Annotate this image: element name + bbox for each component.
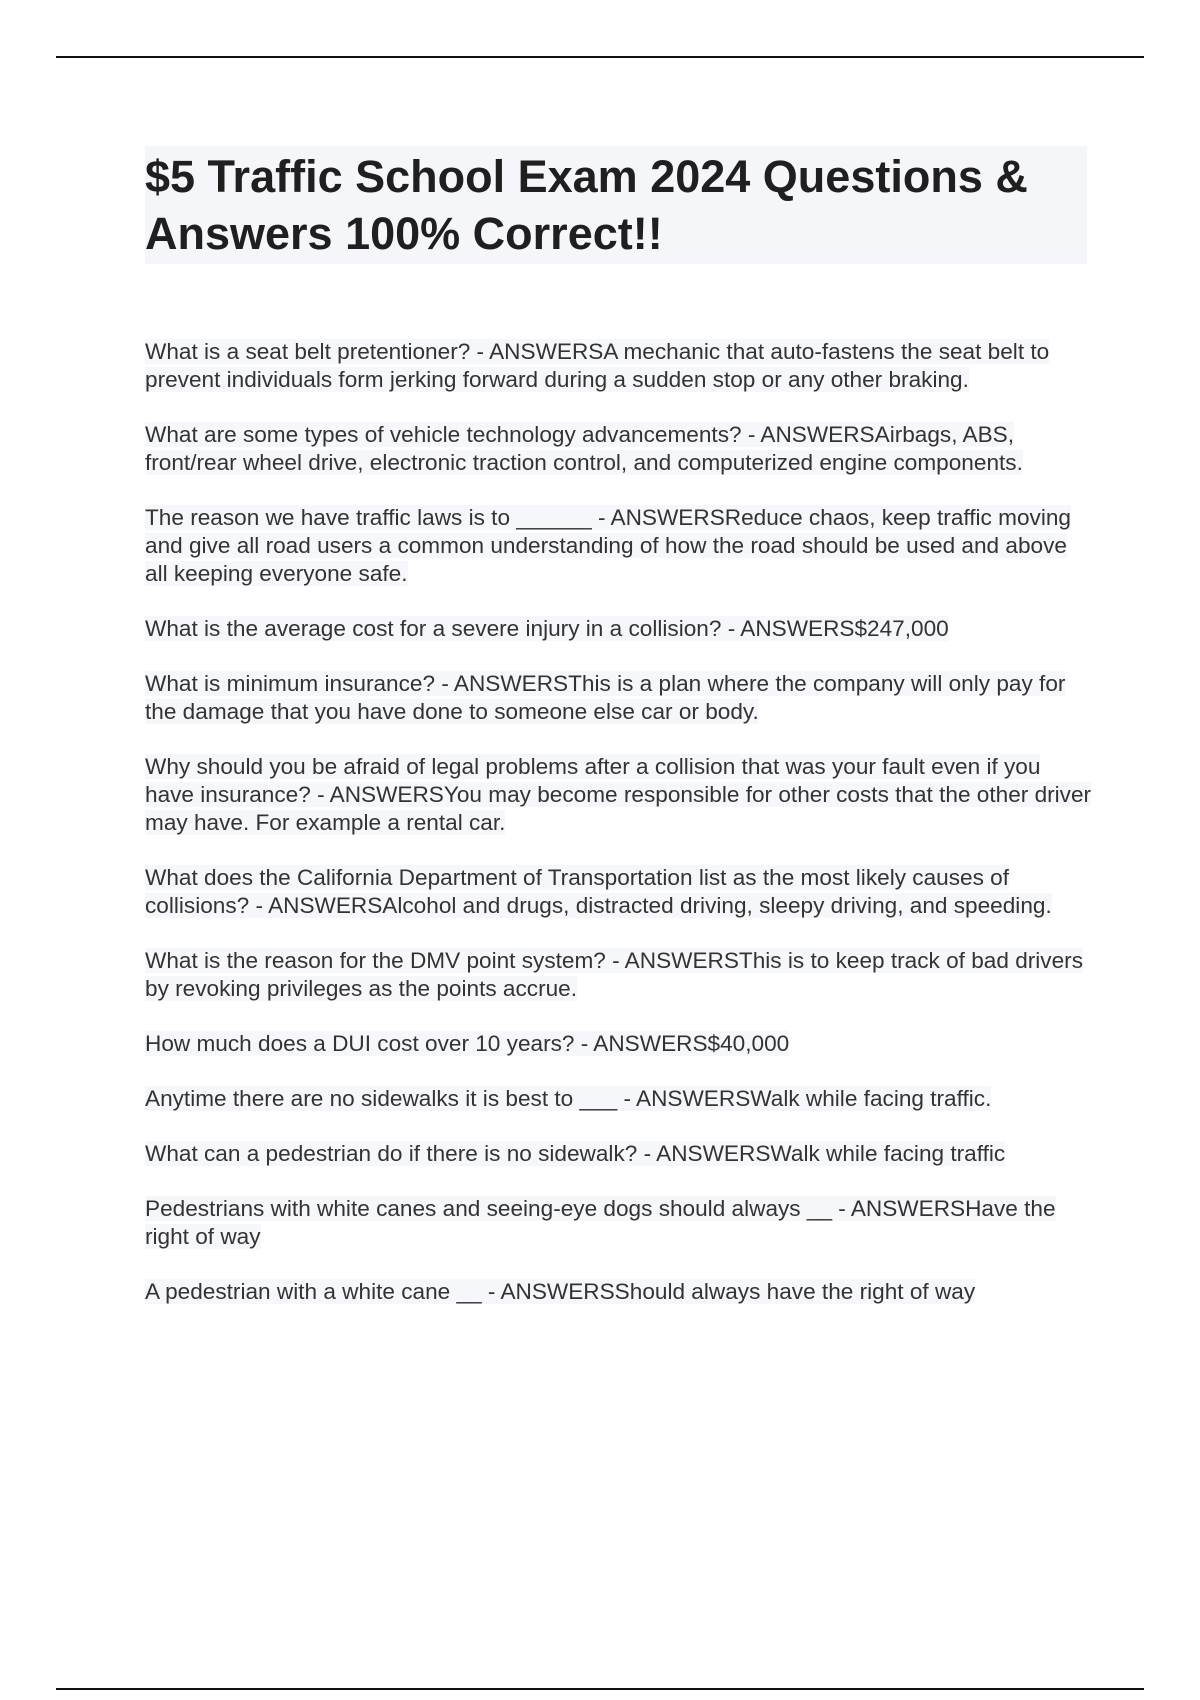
qa-item [145, 947, 1095, 1003]
qa-text: What is a seat belt pretentioner? - ANSWERSA mechanic that auto-fastens the seat belt to prevent individuals form jerking forward during a sudden stop or any other braking. [145, 339, 1050, 392]
qa-item [145, 670, 1095, 726]
qa-text: What is the reason for the DMV point system? - ANSWERSThis is to keep track of bad drivers by revoking privileges as the points accrue. [145, 948, 1083, 1001]
qa-text: A pedestrian with a white cane __ - ANSWERSShould always have the right of way [145, 1279, 976, 1304]
qa-item [145, 1085, 1095, 1113]
qa-list [145, 338, 1095, 1333]
qa-item [145, 753, 1095, 837]
top-rule [56, 56, 1144, 58]
qa-text: What is minimum insurance? - ANSWERSThis is a plan where the company will only pay for the damage that you have done to someone else car or body. [145, 671, 1066, 724]
qa-item [145, 504, 1095, 588]
qa-text: The reason we have traffic laws is to ______ - ANSWERSReduce chaos, keep traffic moving and give all road users a common understanding of how the road should be used and above all keeping everyone safe. [145, 505, 1071, 586]
qa-item [145, 864, 1095, 920]
qa-item [145, 1030, 1095, 1058]
qa-item [145, 1140, 1095, 1168]
qa-item [145, 421, 1095, 477]
bottom-rule [56, 1688, 1144, 1690]
qa-text: Pedestrians with white canes and seeing-eye dogs should always __ - ANSWERSHave the right of way [145, 1196, 1056, 1249]
qa-text: What is the average cost for a severe injury in a collision? - ANSWERS$247,000 [145, 616, 949, 641]
title-block [145, 146, 1087, 264]
qa-item [145, 1278, 1095, 1306]
qa-text: What does the California Department of Transportation list as the most likely causes of collisions? - ANSWERSAlcohol and drugs, distracted driving, sleepy driving, and speeding. [145, 865, 1052, 918]
document-title: $5 Traffic School Exam 2024 Questions & Answers 100% Correct!! [145, 151, 1028, 259]
qa-text: What are some types of vehicle technology advancements? - ANSWERSAirbags, ABS, front/rear wheel drive, electronic traction control, and computerized engine components. [145, 422, 1023, 475]
qa-text: How much does a DUI cost over 10 years? - ANSWERS$40,000 [145, 1031, 790, 1056]
qa-item [145, 338, 1095, 394]
qa-item [145, 615, 1095, 643]
qa-text: Anytime there are no sidewalks it is best to ___ - ANSWERSWalk while facing traffic. [145, 1086, 992, 1111]
qa-text: Why should you be afraid of legal problems after a collision that was your fault even if you have insurance? - ANSWERSYou may become responsible for other costs that the other driver may have. For example a rental car. [145, 754, 1092, 835]
qa-text: What can a pedestrian do if there is no sidewalk? - ANSWERSWalk while facing traffic [145, 1141, 1006, 1166]
qa-item [145, 1195, 1095, 1251]
